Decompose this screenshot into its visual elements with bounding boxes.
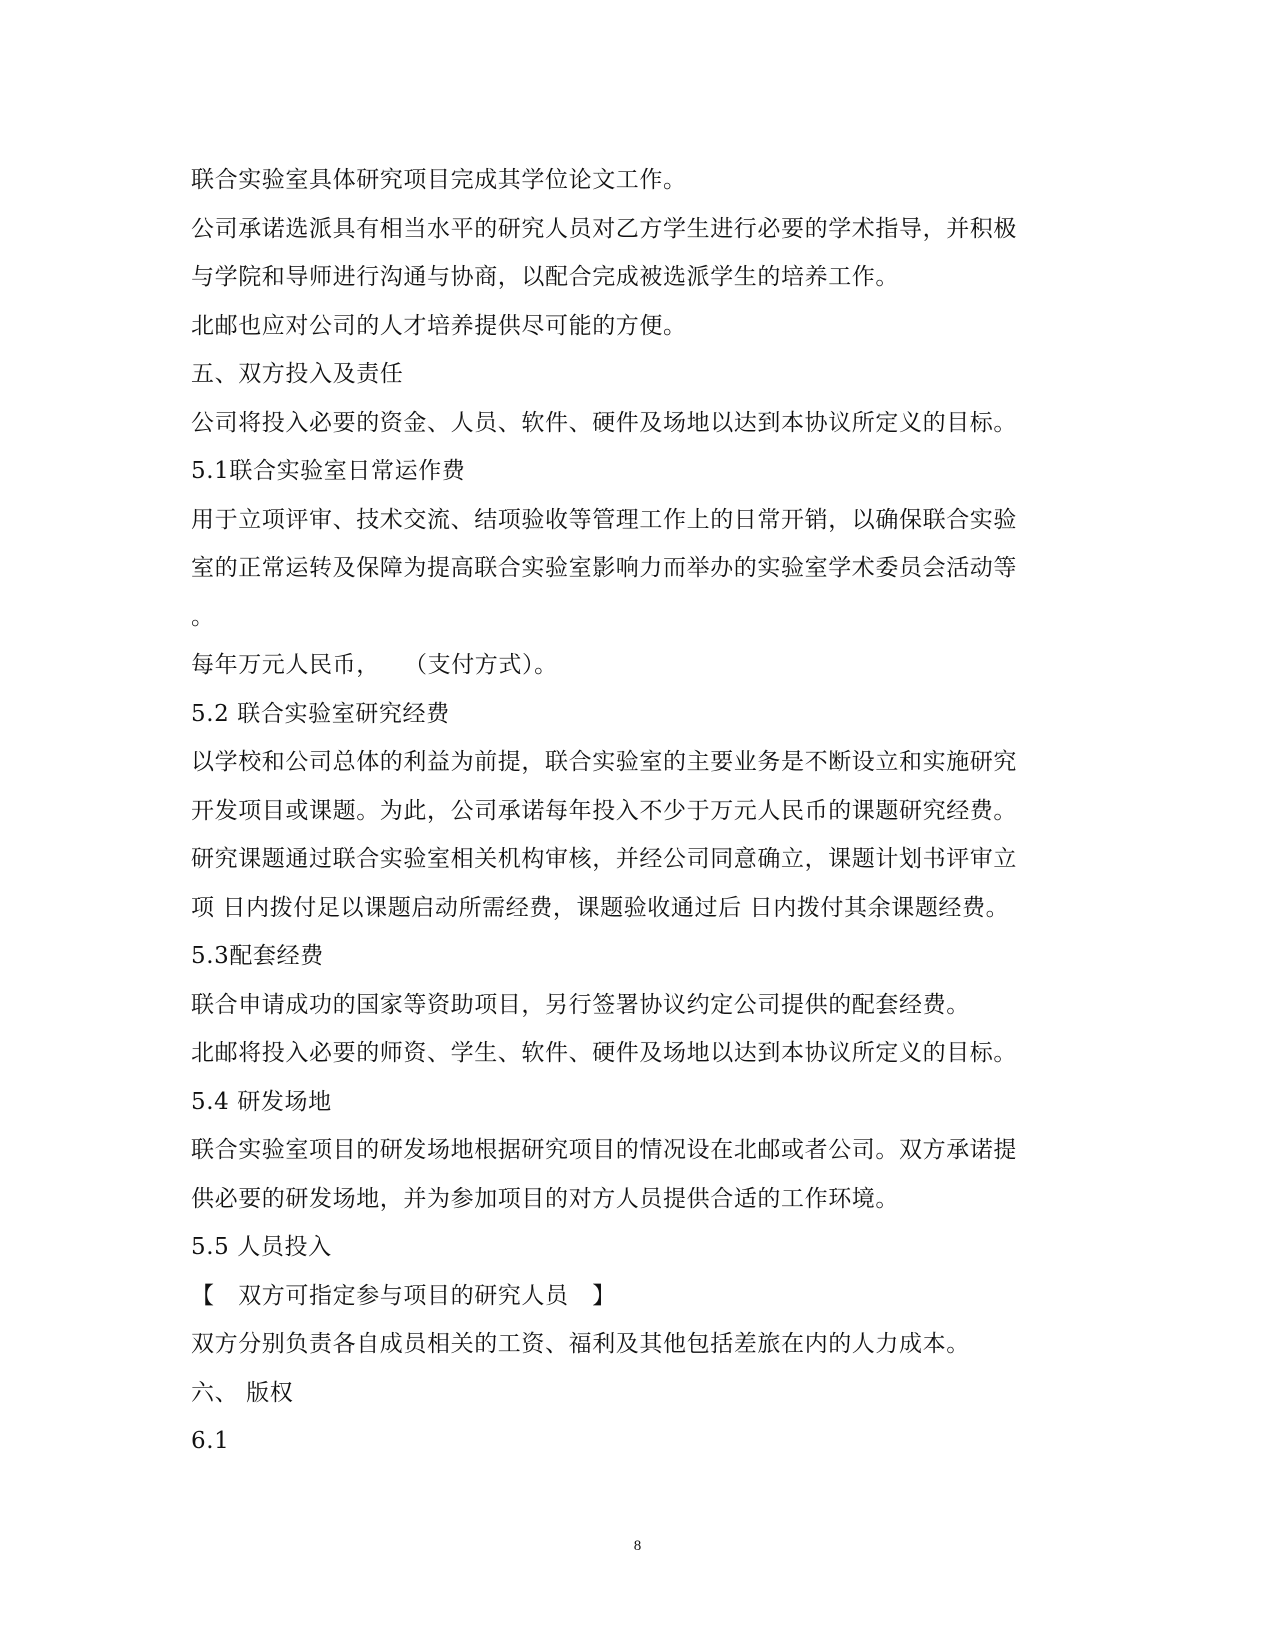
text-line: 北邮也应对公司的人才培养提供尽可能的方便。 [191,312,687,339]
text-line: 【 双方可指定参与项目的研究人员 】 [191,1282,616,1309]
subsection-heading: 6.1 [191,1428,230,1454]
text-line: 公司承诺选派具有相当水平的研究人员对乙方学生进行必要的学术指导，并积极 [191,215,1017,242]
section-heading: 六、 版权 [191,1379,294,1406]
section-heading: 五、双方投入及责任 [191,361,404,387]
subsection-heading: 5.2 联合实验室研究经费 [191,700,450,727]
text-line: 联合实验室具体研究项目完成其学位论文工作。 [191,167,687,193]
document-body [191,156,1071,1466]
subsection-heading: 5.3配套经费 [191,943,324,969]
text-line: 以学校和公司总体的利益为前提，联合实验室的主要业务是不断设立和实施研究 [191,749,1017,775]
subsection-heading: 5.1联合实验室日常运作费 [191,458,466,484]
text-line: 北邮将投入必要的师资、学生、软件、硬件及场地以达到本协议所定义的目标。 [191,1040,1017,1066]
text-line: 联合申请成功的国家等资助项目，另行签署协议约定公司提供的配套经费。 [191,991,970,1018]
text-line: 。 [191,603,215,630]
text-line: 联合实验室项目的研发场地根据研究项目的情况设在北邮或者公司。双方承诺提 [191,1137,1017,1163]
subsection-heading: 5.4 研发场地 [191,1088,332,1115]
text-line: 用于立项评审、技术交流、结项验收等管理工作上的日常开销，以确保联合实验 [191,506,1017,533]
page-number: 8 [633,1538,642,1554]
text-line: 每年万元人民币， （支付方式）。 [191,652,558,678]
text-line: 开发项目或课题。为此，公司承诺每年投入不少于万元人民币的课题研究经费。 [191,797,1017,824]
text-line: 与学院和导师进行沟通与协商，以配合完成被选派学生的培养工作。 [191,264,899,290]
text-line: 双方分别负责各自成员相关的工资、福利及其他包括差旅在内的人力成本。 [191,1331,970,1357]
text-line: 研究课题通过联合实验室相关机构审核，并经公司同意确立，课题计划书评审立 [191,846,1017,872]
text-line: 项 日内拨付足以课题启动所需经费，课题验收通过后 日内拨付其余课题经费。 [191,894,1010,921]
text-line: 供必要的研发场地，并为参加项目的对方人员提供合适的工作环境。 [191,1185,899,1212]
subsection-heading: 5.5 人员投入 [191,1234,332,1260]
text-line: 室的正常运转及保障为提高联合实验室影响力而举办的实验室学术委员会活动等 [191,555,1017,581]
text-line: 公司将投入必要的资金、人员、软件、硬件及场地以达到本协议所定义的目标。 [191,409,1017,436]
